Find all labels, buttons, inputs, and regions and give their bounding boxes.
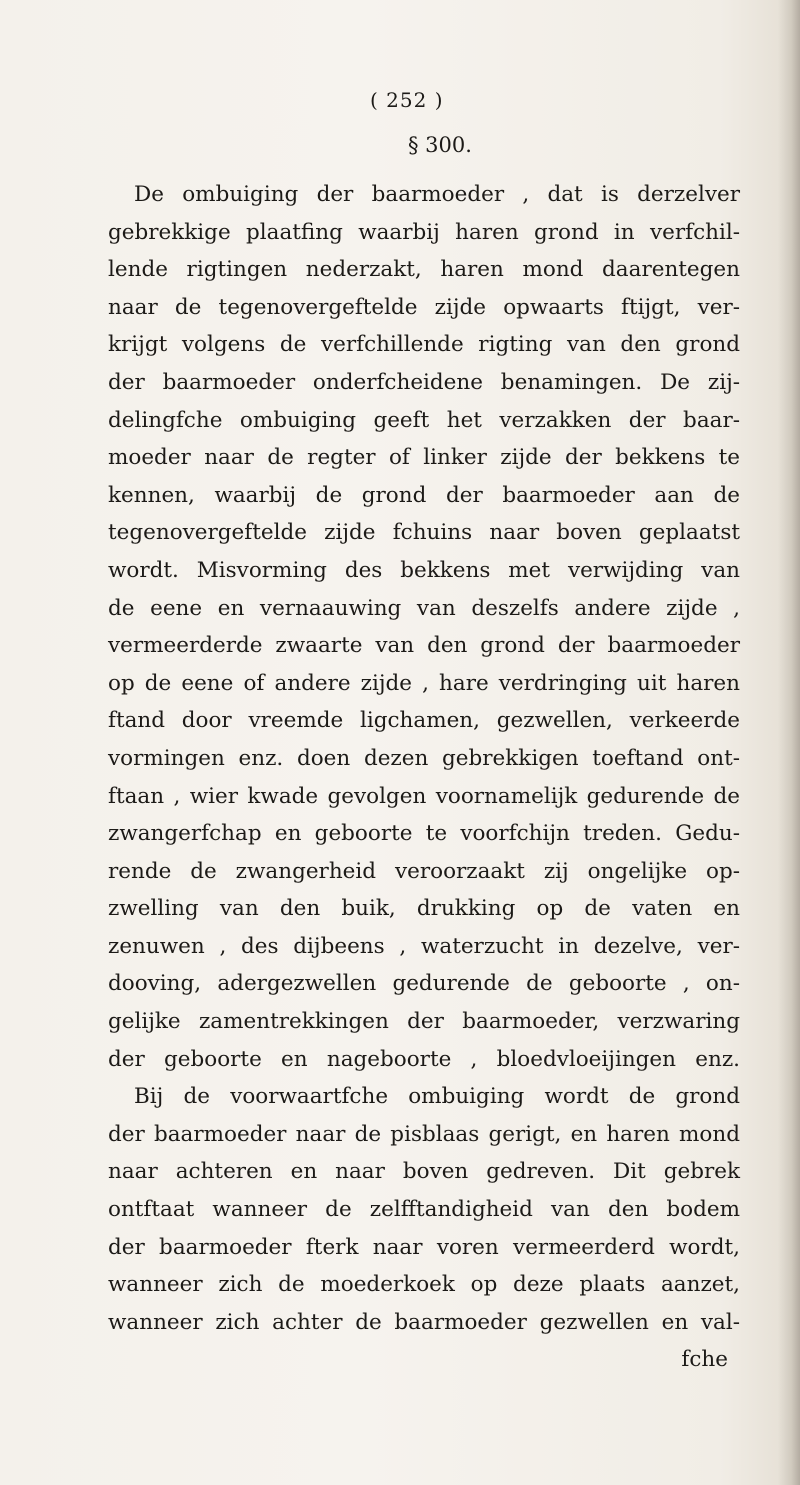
text-line: ftand door vreemde ligchamen, gezwellen, verkeerde xyxy=(108,708,740,734)
text-line: De ombuiging der baarmoeder , dat is derzelver xyxy=(134,182,740,207)
text-line: zwangerfchap en geboorte te voorfchijn treden. Gedu- xyxy=(108,821,740,847)
text-line: Bij de voorwaartfche ombuiging wordt de grond xyxy=(134,1084,740,1110)
text-line: moeder naar de regter of linker zijde der bekkens te xyxy=(108,445,740,471)
text-line: vormingen enz. doen dezen gebrekkigen toeftand ont- xyxy=(108,745,740,771)
text-line: de eene en vernaauwing van deszelfs andere zijde , xyxy=(108,595,740,621)
text-line: wanneer zich achter de baarmoeder gezwellen en val- xyxy=(108,1309,740,1335)
text-line: der geboorte en nageboorte , bloedvloeijingen enz. xyxy=(108,1046,740,1072)
text-line: zwelling van den buik, drukking op de vaten en xyxy=(108,896,740,922)
text-line: rende de zwangerheid veroorzaakt zij ongelijke op- xyxy=(108,858,740,884)
text-line: gelijke zamentrekkingen der baarmoeder, verzwaring xyxy=(108,1009,740,1035)
page-number: ( 252 ) xyxy=(370,88,444,112)
text-line: lende rigtingen nederzakt, haren mond daarentegen xyxy=(108,257,740,283)
text-line: ontftaat wanneer de zelfftandigheid van den bodem xyxy=(108,1197,740,1223)
text-line: ftaan , wier kwade gevolgen voornamelijk gedurende de xyxy=(108,783,740,809)
body-text xyxy=(108,176,740,1379)
text-line: der baarmoeder onderfcheidene benamingen. De zij- xyxy=(108,369,740,395)
text-line: der baarmoeder naar de pisblaas gerigt, en haren mond xyxy=(108,1121,740,1147)
text-line: kennen, waarbij de grond der baarmoeder aan de xyxy=(108,482,740,508)
text-line: zenuwen , des dijbeens , waterzucht in dezelve, ver- xyxy=(108,933,740,959)
catchword: fche xyxy=(681,1347,728,1373)
text-line: naar de tegenovergeftelde zijde opwaarts ftijgt, ver- xyxy=(108,294,740,320)
text-line: dooving, adergezwellen gedurende de geboorte , on- xyxy=(108,971,740,997)
text-line: vermeerderde zwaarte van den grond der baarmoeder xyxy=(108,633,740,659)
text-line: wordt. Misvorming des bekkens met verwijding van xyxy=(108,557,740,583)
text-line: op de eene of andere zijde , hare verdringing uit haren xyxy=(108,670,740,696)
text-line: gebrekkige plaatfing waarbij haren grond in verfchil- xyxy=(108,219,740,245)
text-line: naar achteren en naar boven gedreven. Dit gebrek xyxy=(108,1159,740,1185)
section-heading: § 300. xyxy=(408,133,472,157)
text-line: krijgt volgens de verfchillende rigting van den grond xyxy=(108,332,740,358)
text-line: der baarmoeder fterk naar voren vermeerderd wordt, xyxy=(108,1234,740,1260)
text-line: tegenovergeftelde zijde fchuins naar boven geplaatst xyxy=(108,520,740,546)
page-edge-shadow xyxy=(778,0,800,1485)
text-line: delingfche ombuiging geeft het verzakken der baar- xyxy=(108,407,740,433)
text-line: wanneer zich de moederkoek op deze plaats aanzet, xyxy=(108,1272,740,1298)
